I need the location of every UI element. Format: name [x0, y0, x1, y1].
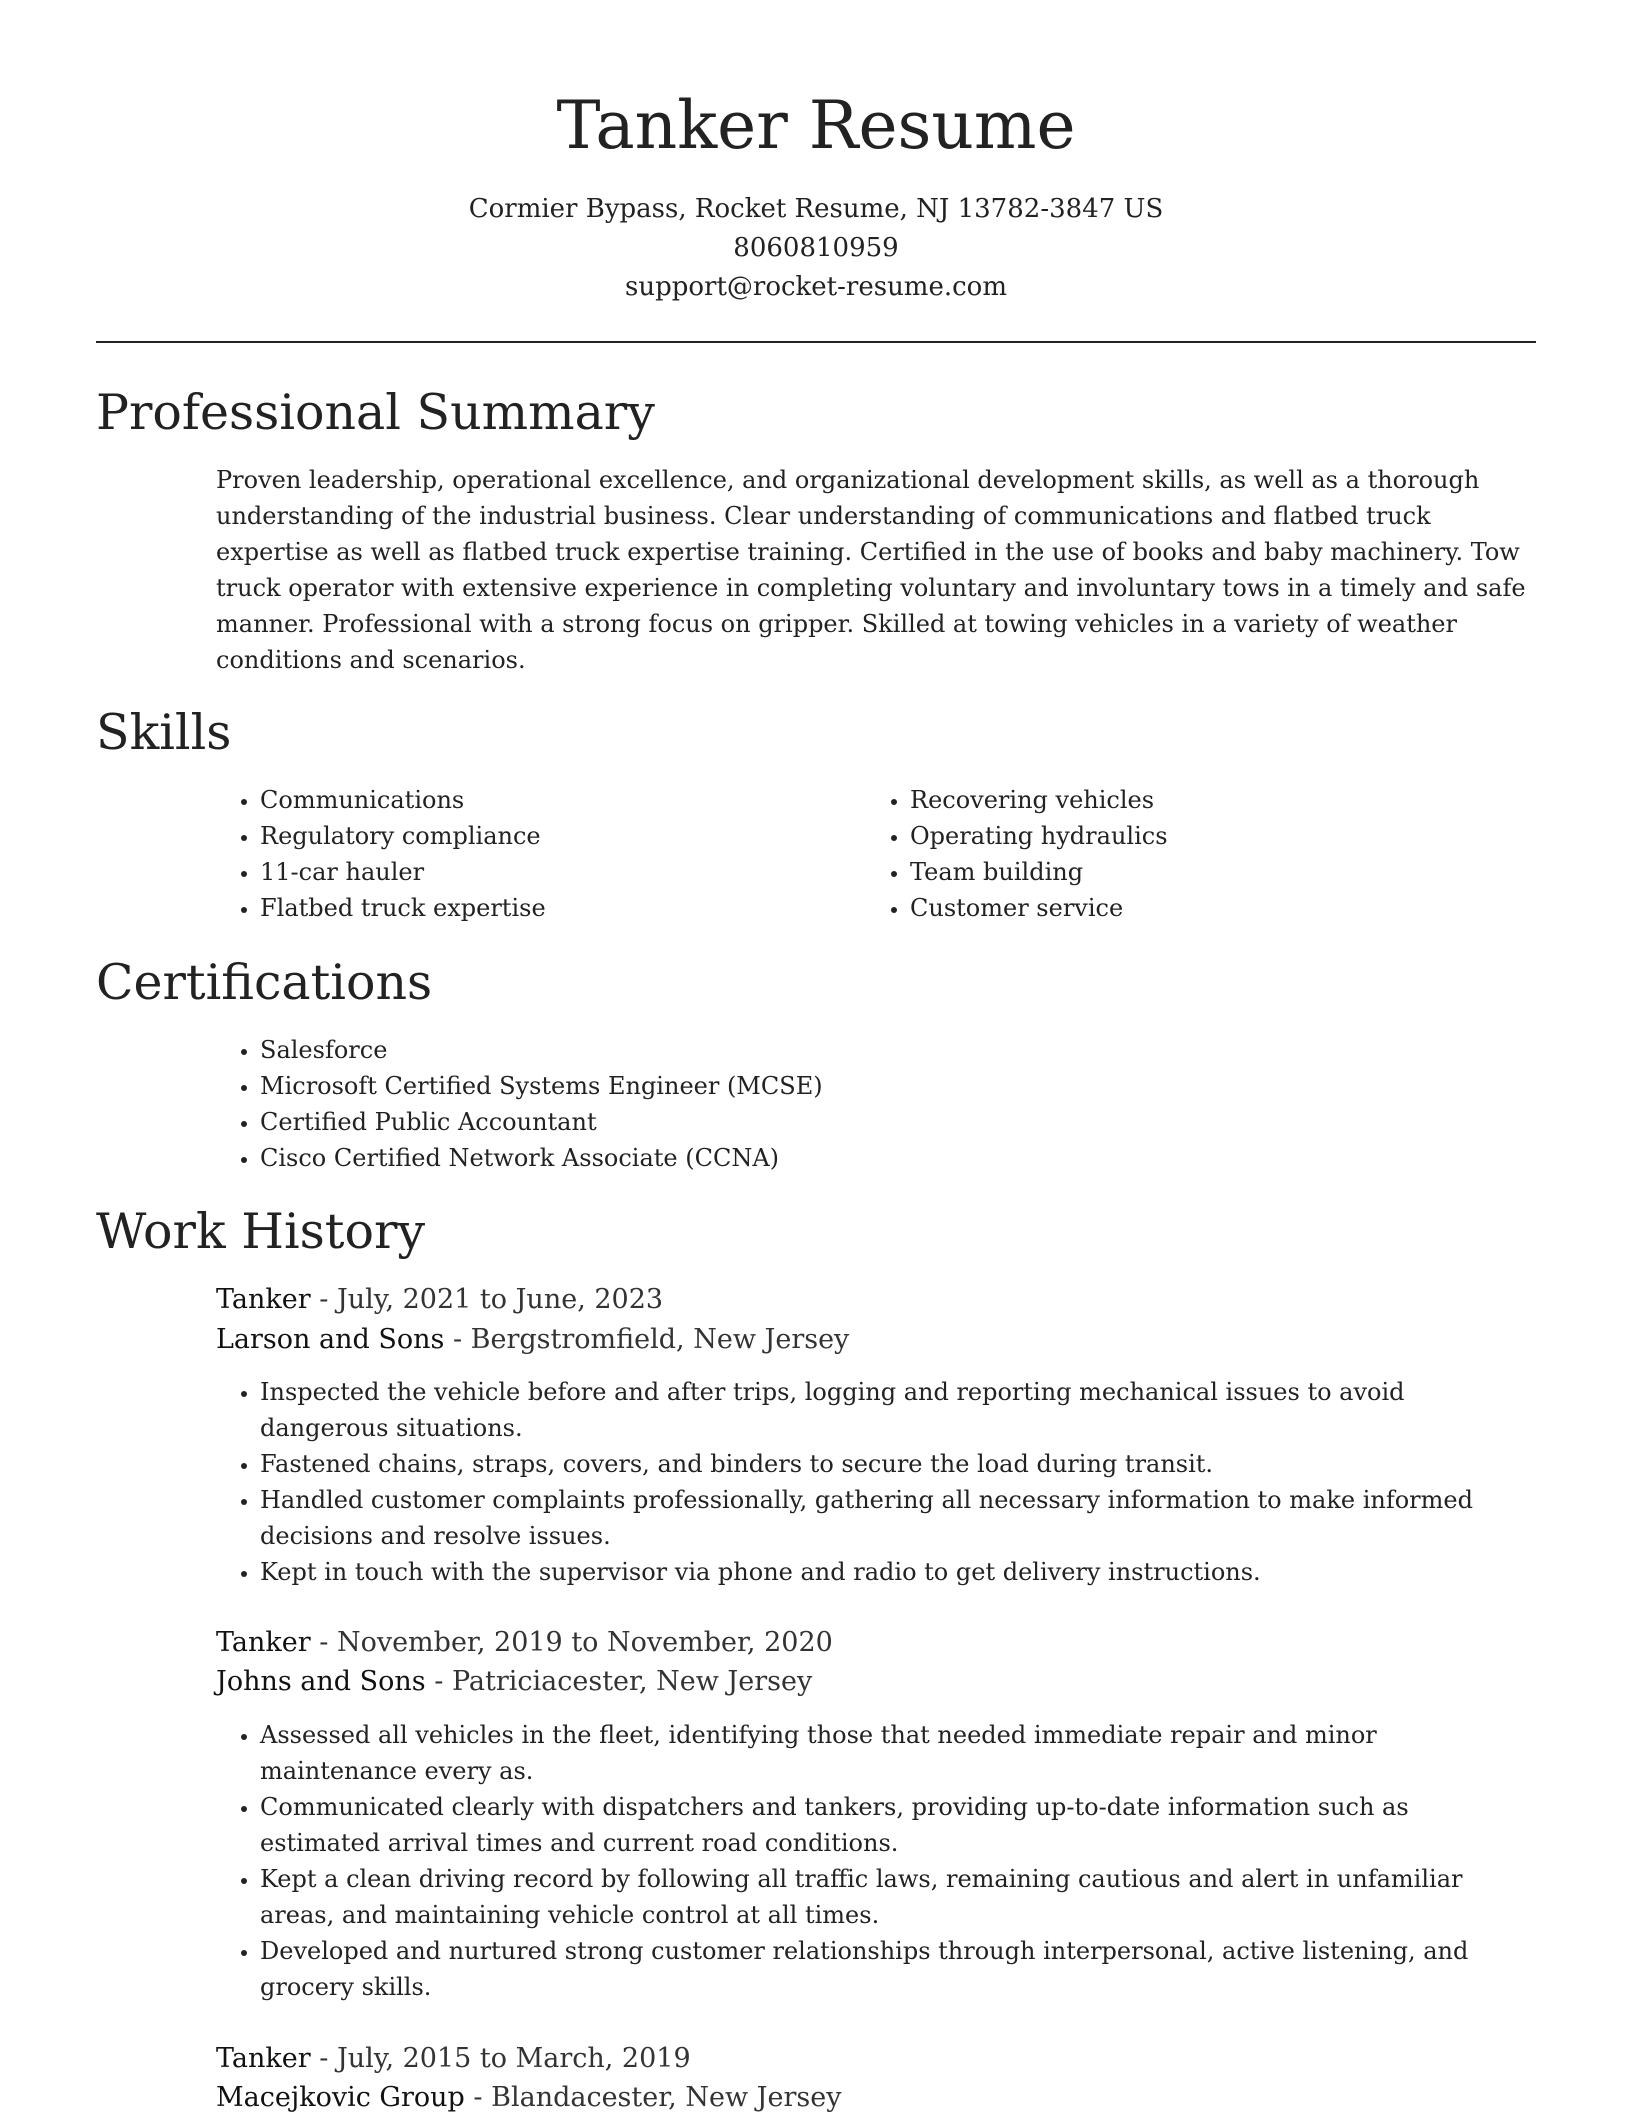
job-bullets	[216, 1374, 1536, 1590]
job-location: - Blandacester, New Jersey	[464, 2082, 842, 2112]
job-company-line	[216, 1320, 849, 1359]
skills-heading: Skills	[96, 704, 232, 761]
certifications-list	[216, 1032, 1536, 1176]
contact-phone: 8060810959	[733, 233, 899, 263]
certification-item: • Salesforce	[260, 1032, 1536, 1068]
job-title-line	[216, 1623, 833, 1662]
job-bullet: • Communicated clearly with dispatchers and tankers, providing up-to-date information such as estimated arrival times and current road conditions.	[260, 1789, 1536, 1861]
skill-item: • Flatbed truck expertise	[260, 890, 816, 926]
job-dates: - July, 2021 to June, 2023	[310, 1284, 664, 1315]
job-bullet: • Developed and nurtured strong customer relationships through interpersonal, active listening, and grocery skills.	[260, 1933, 1536, 2005]
certification-item: • Cisco Certified Network Associate (CCNA)	[260, 1140, 1536, 1176]
certifications-heading: Certifications	[96, 954, 433, 1011]
job-dates: - November, 2019 to November, 2020	[310, 1627, 833, 1658]
job-company: Larson and Sons	[216, 1324, 445, 1355]
job-bullets	[216, 1717, 1536, 2005]
certification-item: • Certified Public Accountant	[260, 1104, 1536, 1140]
job-bullet: • Assessed all vehicles in the fleet, identifying those that needed immediate repair and minor maintenance every as.	[260, 1717, 1536, 1789]
skills-list-right	[866, 782, 1526, 926]
job-location: - Patriciacester, New Jersey	[425, 1666, 813, 1697]
contact-address: Cormier Bypass, Rocket Resume, NJ 13782-3847 US	[468, 194, 1164, 224]
job-title-line	[216, 2039, 691, 2078]
header-divider	[96, 341, 1536, 343]
skill-item: • Customer service	[910, 890, 1526, 926]
job-company: Macejkovic Group	[216, 2082, 465, 2112]
job-role: Tanker	[216, 1284, 311, 1315]
job-bullet: • Inspected the vehicle before and after trips, logging and reporting mechanical issues to avoid dangerous situations.	[260, 1374, 1536, 1446]
skill-item: • 11-car hauler	[260, 854, 816, 890]
skill-item: • Regulatory compliance	[260, 818, 816, 854]
job-role: Tanker	[216, 2043, 311, 2074]
skill-item: • Operating hydraulics	[910, 818, 1526, 854]
job-bullet: • Kept in touch with the supervisor via phone and radio to get delivery instructions.	[260, 1554, 1536, 1590]
skills-list-left	[216, 782, 816, 926]
summary-heading: Professional Summary	[96, 384, 655, 441]
contact-email: support@rocket-resume.com	[624, 272, 1007, 302]
job-company-line	[216, 2078, 841, 2112]
work-history-heading: Work History	[96, 1203, 426, 1260]
job-bullet: • Handled customer complaints professionally, gathering all necessary information to make informed decisions and resolve issues.	[260, 1482, 1536, 1554]
resume-title: Tanker Resume	[556, 87, 1076, 164]
skill-item: • Team building	[910, 854, 1526, 890]
job-bullet: • Fastened chains, straps, covers, and binders to secure the load during transit.	[260, 1446, 1536, 1482]
skill-item: • Communications	[260, 782, 816, 818]
job-title-line	[216, 1280, 663, 1319]
job-company-line	[216, 1662, 812, 1701]
certification-item: • Microsoft Certified Systems Engineer (MCSE)	[260, 1068, 1536, 1104]
contact-block	[0, 190, 1632, 307]
job-dates: - July, 2015 to March, 2019	[310, 2043, 691, 2074]
summary-text: Proven leadership, operational excellence, and organizational development skills, as well as a thorough understanding of the industrial business. Clear understanding of communications and flatbed truck expertise as well as flatbed truck expertise training. Certified in the use of books and baby machinery. Tow truck operator with extensive experience in completing voluntary and involuntary tows in a timely and safe manner. Professional with a strong focus on gripper. Skilled at towing vehicles in a variety of weather conditions and scenarios.	[216, 466, 1526, 674]
skill-item: • Recovering vehicles	[910, 782, 1526, 818]
job-role: Tanker	[216, 1627, 311, 1658]
job-location: - Bergstromfield, New Jersey	[444, 1324, 850, 1355]
job-bullet: • Kept a clean driving record by following all traffic laws, remaining cautious and alert in unfamiliar areas, and maintaining vehicle control at all times.	[260, 1861, 1536, 1933]
job-company: Johns and Sons	[216, 1666, 426, 1697]
